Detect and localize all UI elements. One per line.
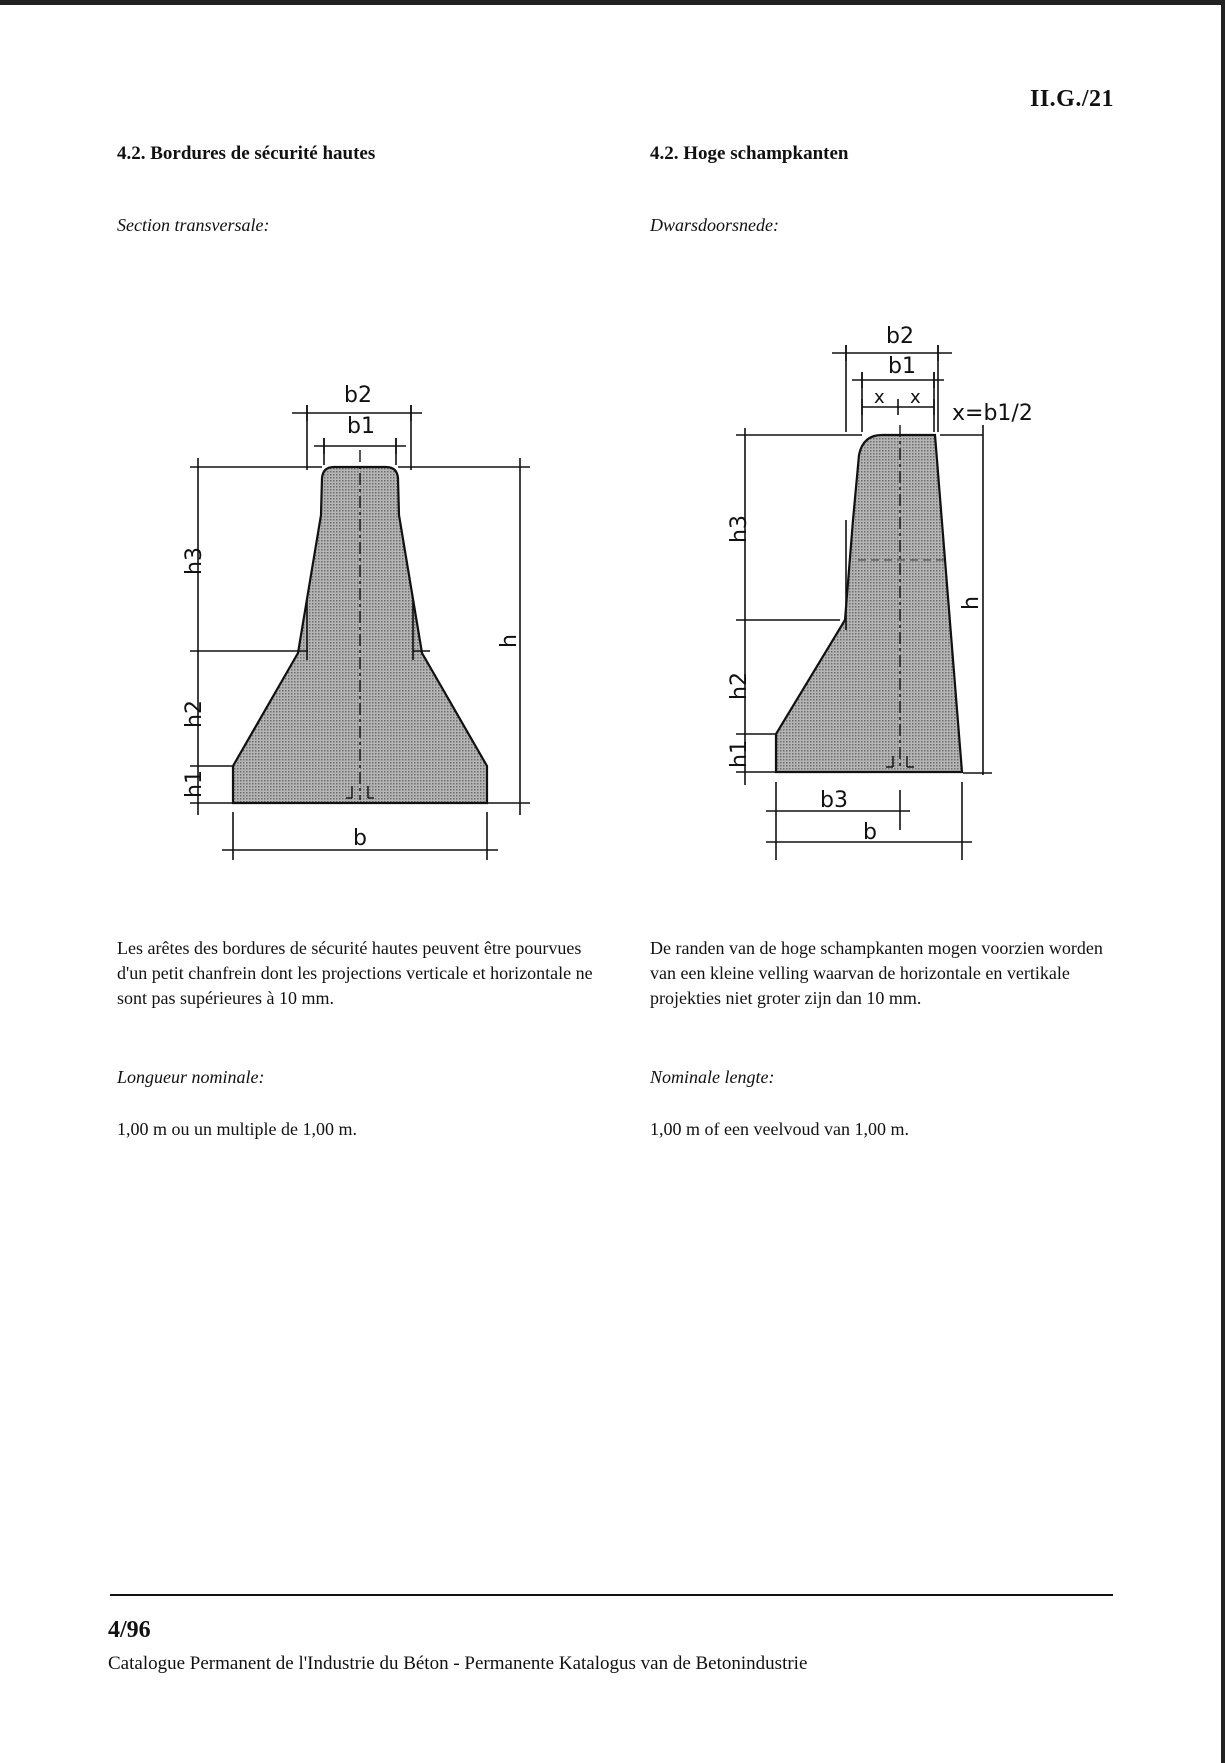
footer-text: Catalogue Permanent de l'Industrie du Béton - Permanente Katalogus van de Betonindustrie (108, 1653, 808, 1674)
length-label-nl: Nominale lengte: (650, 1067, 775, 1087)
footer-number: 4/96 (108, 1617, 151, 1643)
length-label-fr: Longueur nominale: (117, 1067, 265, 1087)
right-label-h: h (959, 596, 984, 610)
length-value-fr: 1,00 m ou un multiple de 1,00 m. (117, 1119, 357, 1139)
left-label-h3: h3 (182, 547, 207, 575)
heading-nl: 4.2. Hoge schampkanten (650, 143, 849, 164)
right-label-b2: b2 (886, 324, 914, 349)
right-label-b3: b3 (820, 788, 848, 813)
paragraph-fr: Les arêtes des bordures de sécurité hautes peuvent être pourvues d'un petit chanfrein dont les projections verticale et horizontale ne sont pas supérieures à 10 mm. (117, 938, 593, 1008)
right-label-b: b (863, 820, 877, 845)
left-label-h1: h1 (182, 770, 207, 798)
heading-fr: 4.2. Bordures de sécurité hautes (117, 143, 376, 164)
right-label-x1: x (874, 387, 885, 408)
left-label-b2: b2 (344, 383, 372, 408)
page-id: II.G./21 (1030, 86, 1115, 112)
left-label-h2: h2 (182, 700, 207, 728)
right-label-h3: h3 (727, 515, 752, 543)
length-value-nl: 1,00 m of een veelvoud van 1,00 m. (650, 1119, 909, 1139)
subheading-nl: Dwarsdoorsnede: (650, 215, 779, 235)
right-label-x2: x (910, 387, 921, 408)
subheading-fr: Section transversale: (117, 215, 270, 235)
right-label-formula: x=b1/2 (952, 401, 1033, 426)
paragraph-nl: De randen van de hoge schampkanten mogen voorzien worden van een kleine velling waarvan de horizontale en vertikale projekties niet groter zijn dan 10 mm. (650, 938, 1103, 1008)
diagram-left (190, 405, 530, 860)
right-profile (776, 435, 962, 772)
right-label-h1: h1 (727, 740, 752, 768)
right-label-b1: b1 (888, 354, 916, 379)
left-label-h: h (497, 634, 522, 648)
left-label-b: b (353, 826, 367, 851)
footer-rule (110, 1594, 1113, 1596)
left-label-b1: b1 (347, 414, 375, 439)
right-label-h2: h2 (727, 672, 752, 700)
